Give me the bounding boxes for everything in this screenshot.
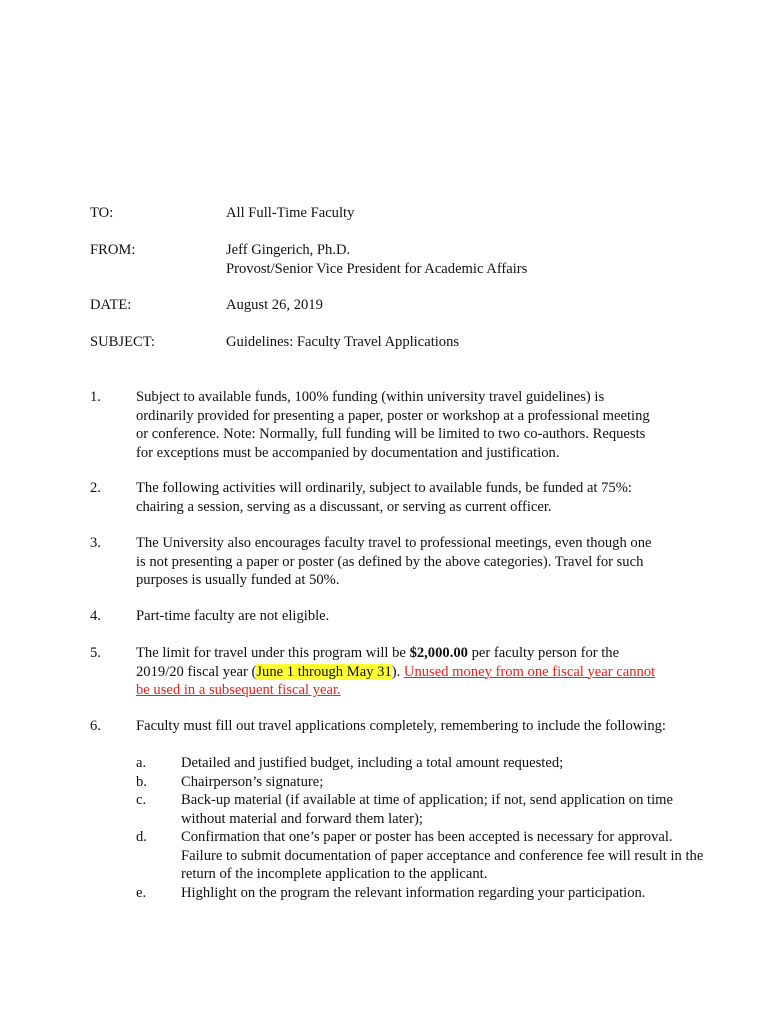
limit-text-pre: The limit for travel under this program will be <box>136 645 410 661</box>
sub-item-letter: b. <box>136 773 147 790</box>
subject-label: SUBJECT: <box>90 334 155 350</box>
item-text <box>136 534 696 590</box>
item-number: 6. <box>90 718 101 734</box>
item-line <box>136 663 696 682</box>
item-line: Subject to available funds, 100% funding (within university travel guidelines) is <box>136 389 605 405</box>
item-line <box>136 681 696 700</box>
sub-item-line: Chairperson’s signature; <box>181 773 324 790</box>
to-label: TO: <box>90 205 114 221</box>
fiscal-dates-highlight: June 1 through May 31 <box>256 663 392 680</box>
item-text <box>136 644 696 700</box>
sub-item-line: return of the incomplete application to the applicant. <box>181 866 488 882</box>
sub-item-letter: a. <box>136 755 147 771</box>
item-line: The University also encourages faculty travel to professional meetings, even though one <box>136 535 652 551</box>
from-label: FROM: <box>90 242 136 258</box>
date-label: DATE: <box>90 297 132 313</box>
from-name: Jeff Gingerich, Ph.D. <box>226 242 351 258</box>
date-value: August 26, 2019 <box>226 297 323 313</box>
sub-item-line: Failure to submit documentation of paper acceptance and conference fee will result in the <box>181 847 704 864</box>
sub-item-text <box>181 773 323 792</box>
fiscal-year-text: 2019/20 fiscal year ( <box>136 663 257 680</box>
item-text <box>136 607 696 626</box>
item-line: purposes is usually funded at 50%. <box>136 572 340 588</box>
limit-text-post: per faculty person for the <box>467 645 620 661</box>
fiscal-close-text: ). <box>391 663 404 680</box>
sub-item-text <box>181 828 703 884</box>
item-text <box>136 388 696 462</box>
item-line: The following activities will ordinarily, subject to available funds, be funded at 75%: <box>136 480 632 496</box>
unused-money-warning: Unused money from one fiscal year cannot <box>403 663 656 680</box>
sub-item-letter: d. <box>136 829 147 845</box>
item-line: Faculty must fill out travel applications completely, remembering to include the following: <box>136 718 666 734</box>
item-number: 4. <box>90 608 101 624</box>
unused-money-warning-cont: be used in a subsequent fiscal year. <box>136 682 341 698</box>
sub-item-text <box>181 791 673 828</box>
sub-item-letter: e. <box>136 884 147 901</box>
sub-item-text <box>181 754 563 773</box>
subject-value: Guidelines: Faculty Travel Applications <box>226 334 460 350</box>
sub-item-line: without material and forward them later); <box>181 810 423 827</box>
sub-item-line: Detailed and justified budget, including a total amount requested; <box>181 755 564 771</box>
item-number: 1. <box>90 389 101 405</box>
item-number: 5. <box>90 645 101 661</box>
item-line: for exceptions must be accompanied by documentation and justification. <box>136 444 560 461</box>
to-value: All Full-Time Faculty <box>226 205 355 221</box>
sub-item-line: Confirmation that one’s paper or poster has been accepted is necessary for approval. <box>181 829 673 845</box>
sub-item-text <box>181 884 645 903</box>
item-number: 2. <box>90 480 101 496</box>
item-line <box>136 644 696 663</box>
from-title: Provost/Senior Vice President for Academic Affairs <box>226 260 528 277</box>
sub-item-letter: c. <box>136 792 147 808</box>
item-text <box>136 479 696 516</box>
item-line: chairing a session, serving as a discussant, or serving as current officer. <box>136 498 552 515</box>
limit-amount: $2,000.00 <box>409 645 468 661</box>
sub-item-line: Back-up material (if available at time of application; if not, send application on time <box>181 792 673 808</box>
item-line: or conference. Note: Normally, full funding will be limited to two co-authors. Requests <box>136 426 646 442</box>
from-value <box>226 241 527 278</box>
item-text <box>136 717 696 736</box>
item-line: ordinarily provided for presenting a paper, poster or workshop at a professional meeting <box>136 407 650 424</box>
item-line: is not presenting a paper or poster (as defined by the above categories). Travel for such <box>136 553 644 570</box>
sub-item-line: Highlight on the program the relevant information regarding your participation. <box>181 884 646 901</box>
item-number: 3. <box>90 535 101 551</box>
item-line: Part-time faculty are not eligible. <box>136 608 330 624</box>
